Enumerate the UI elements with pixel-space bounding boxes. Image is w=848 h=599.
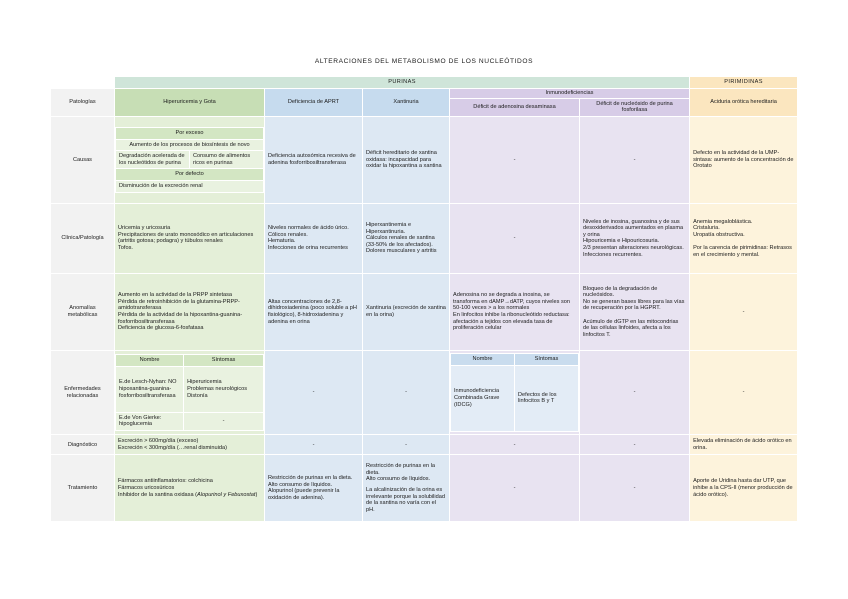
diagnostico-gota: Excreción > 600mg/día (exceso) Excreción < 300mg/día (…renal disminuida): [115, 435, 265, 455]
diagnostico-aciduria: Elevada eliminación de ácido orótico en orina.: [690, 435, 798, 455]
row-anomalias: Anomalías metabólicas: [51, 274, 115, 351]
tratamiento-gota-text: Fármacos antiinflamatorios: colchicina Fármacos uricosúricos Inhibidor de la xantina oxidasa (: [118, 478, 213, 498]
row-causas: Causas: [51, 117, 115, 204]
clinica-aprt: Niveles normales de ácido úrico. Cólicos renales. Hematuria. Infecciones de orina recurrentes: [265, 203, 363, 274]
idcg-sintomas: Defectos de los linfocitos B y T: [515, 365, 579, 431]
clinica-xantinuria: Hiperxantinemia e Hiperxantinuria. Cálculos renales de xantina (33-50% de los afectados). Dolores musculares y artritis: [363, 203, 450, 274]
causas-aciduria: Defecto en la actividad de la UMP-sintasa: aumento de la concentración de Orotato: [690, 117, 798, 204]
enfermedades-aciduria: -: [690, 350, 798, 435]
tratamiento-xantinuria-orina: La alcalinización de la orina es irrelevante porque la solubilidad de la xantina no varía con el pH.: [366, 486, 445, 513]
enfermedades-xantinuria: -: [363, 350, 450, 435]
causas-consumo: Consumo de alimentos ricos en purinas: [190, 151, 264, 169]
causas-defecto-text: Disminución de la excreción renal: [116, 181, 264, 193]
von-gierke-nombre: E.de Von Gierke: hipoglucemia: [116, 412, 184, 430]
tratamiento-xantinuria-dieta: Restricción de purinas en la dieta. Alto consumo de líquidos.: [366, 463, 436, 483]
tratamiento-gota-close: ): [255, 491, 258, 498]
clinica-aciduria: Anemia megaloblástica. Cristaluria. Uropatía obstructiva. Por la carencia de pirimidinas: Retrasos en el crecimiento y mental.: [690, 203, 798, 274]
header-aprt: Deficiencia de APRT: [265, 89, 363, 117]
anomalias-aciduria: -: [690, 274, 798, 351]
diagnostico-xantinuria: -: [363, 435, 450, 455]
causas-ada: -: [450, 117, 580, 204]
causas-aprt: Deficiencia autosómica recesiva de adenina fosforribosiltransferasa: [265, 117, 363, 204]
tratamiento-ada: -: [450, 455, 580, 522]
tratamiento-pnp: -: [580, 455, 690, 522]
causas-xantinuria: Déficit hereditario de xantina oxidasa: incapacidad para oxidar la hipoxantina a xantina: [363, 117, 450, 204]
diagnostico-ada: -: [450, 435, 580, 455]
row-diagnostico: Diagnóstico: [51, 435, 115, 455]
enfermedades-ada-subtable: [450, 353, 579, 432]
diagnostico-aprt: -: [265, 435, 363, 455]
header-aciduria: Aciduria orótica hereditaria: [690, 89, 798, 117]
header-inmunodeficiencias: Inmunodeficiencias: [450, 89, 690, 99]
enfermedades-gota-subtable: [115, 354, 264, 431]
tratamiento-gota: [115, 455, 265, 522]
causas-gota-subtable: [115, 127, 264, 193]
causas-degradacion: Degradación acelerada de los nucleótidos de purina: [116, 151, 190, 169]
tratamiento-gota-farmacos: Alopurinol y Febuxostat: [197, 491, 256, 498]
header-xantinuria: Xantinuria: [363, 89, 450, 117]
anomalias-pnp: Bloqueo de la degradación de nucleósidos. No se generan bases libres para las vías de recuperación por la HGPRT. Acúmulo de dGTP en las mitocondrias de las células linfoides, afecta a los linfocitos T.: [580, 274, 690, 351]
tratamiento-aciduria: Aporte de Uridina hasta dar UTP, que inhibe a la CPS-II (menor producción de ácido orótico).: [690, 455, 798, 522]
enfermedades-gota: [115, 350, 265, 435]
causas-defecto-label: Por defecto: [116, 169, 264, 181]
pirimidinas-header: PIRIMIDINAS: [690, 77, 798, 89]
page-title: ALTERACIONES DEL METABOLISMO DE LOS NUCLEÓTIDOS: [314, 58, 534, 65]
metabolism-table: [50, 76, 798, 522]
purinas-header: PURINAS: [115, 77, 690, 89]
idcg-nombre: Inmunodeficiencia Combinada Grave (IDCG): [451, 365, 515, 431]
enfermedades-ada-nombre-label: Nombre: [451, 354, 515, 366]
enfermedades-aprt: -: [265, 350, 363, 435]
anomalias-gota: Aumento en la actividad de la PRPP sintetasa Pérdida de retroinhibición de la glutamina-PRPP-amidotransferasa Pérdida de la actividad de la hipoxantina-guanina-fosforribosiltransferasa Deficiencia de glucosa-6-fosfatasa: [115, 274, 265, 351]
header-ada: Déficit de adenosina desaminasa: [450, 98, 580, 116]
causas-exceso-label: Por exceso: [116, 128, 264, 140]
header-hiperuricemia: Hiperuricemia y Gota: [115, 89, 265, 117]
causas-pnp: -: [580, 117, 690, 204]
lesch-nyhan-nombre: E.de Lesch-Nyhan: NO hipoxantina-guanina-fosforribosiltransferasa: [116, 366, 184, 412]
tratamiento-xantinuria: [363, 455, 450, 522]
enfermedades-ada: [450, 350, 580, 435]
enfermedades-ada-sintomas-label: Síntomas: [515, 354, 579, 366]
von-gierke-sintomas: -: [184, 412, 264, 430]
anomalias-aprt: Altas concentraciones de 2,8-dihidroxiadenina (poco soluble a pH fisiológico), 8-hidroxiadenina y adenina en orina: [265, 274, 363, 351]
tratamiento-aprt: Restricción de purinas en la dieta. Alto consumo de líquidos. Alopurinol (puede prevenir la oxidación de adenina).: [265, 455, 363, 522]
row-enfermedades: Enfermedades relacionadas: [51, 350, 115, 435]
row-tratamiento: Tratamiento: [51, 455, 115, 522]
anomalias-ada: Adenosina no se degrada a inosina, se transforma en dAMP→dATP, cuyos niveles son 50-100 veces > a los normales En linfocitos inhibe la ribonucleótido reductasa: afectación a tejidos con elevada tasa de proliferación celular: [450, 274, 580, 351]
clinica-gota: Uricemia y uricosuria Precipitaciones de urato monosódico en articulaciones (artritis gotosa; podagra) y túbulos renales Tofos.: [115, 203, 265, 274]
causas-gota: [115, 117, 265, 204]
row-clinica: Clínica/Patología: [51, 203, 115, 274]
anomalias-xantinuria: Xantinuria (excreción de xantina en la orina): [363, 274, 450, 351]
lesch-nyhan-sintomas: Hiperuricemia Problemas neurológicos Distonía: [184, 366, 264, 412]
enfermedades-sintomas-label: Síntomas: [184, 355, 264, 367]
diagnostico-pnp: -: [580, 435, 690, 455]
clinica-pnp: Niveles de inosina, guanosina y de sus desoxiderivados aumentados en plasma y orina Hipouricemia e Hipouricosuria. 2/3 presentan alteraciones neurológicas. Infecciones recurrentes.: [580, 203, 690, 274]
clinica-ada: -: [450, 203, 580, 274]
enfermedades-nombre-label: Nombre: [116, 355, 184, 367]
causas-exceso-text: Aumento de los procesos de biosíntesis de novo: [116, 139, 264, 151]
header-patologias: Patologías: [51, 89, 115, 117]
enfermedades-pnp: -: [580, 350, 690, 435]
header-pnp: Déficit de nucleósido de purina fosforilasa: [580, 98, 690, 116]
